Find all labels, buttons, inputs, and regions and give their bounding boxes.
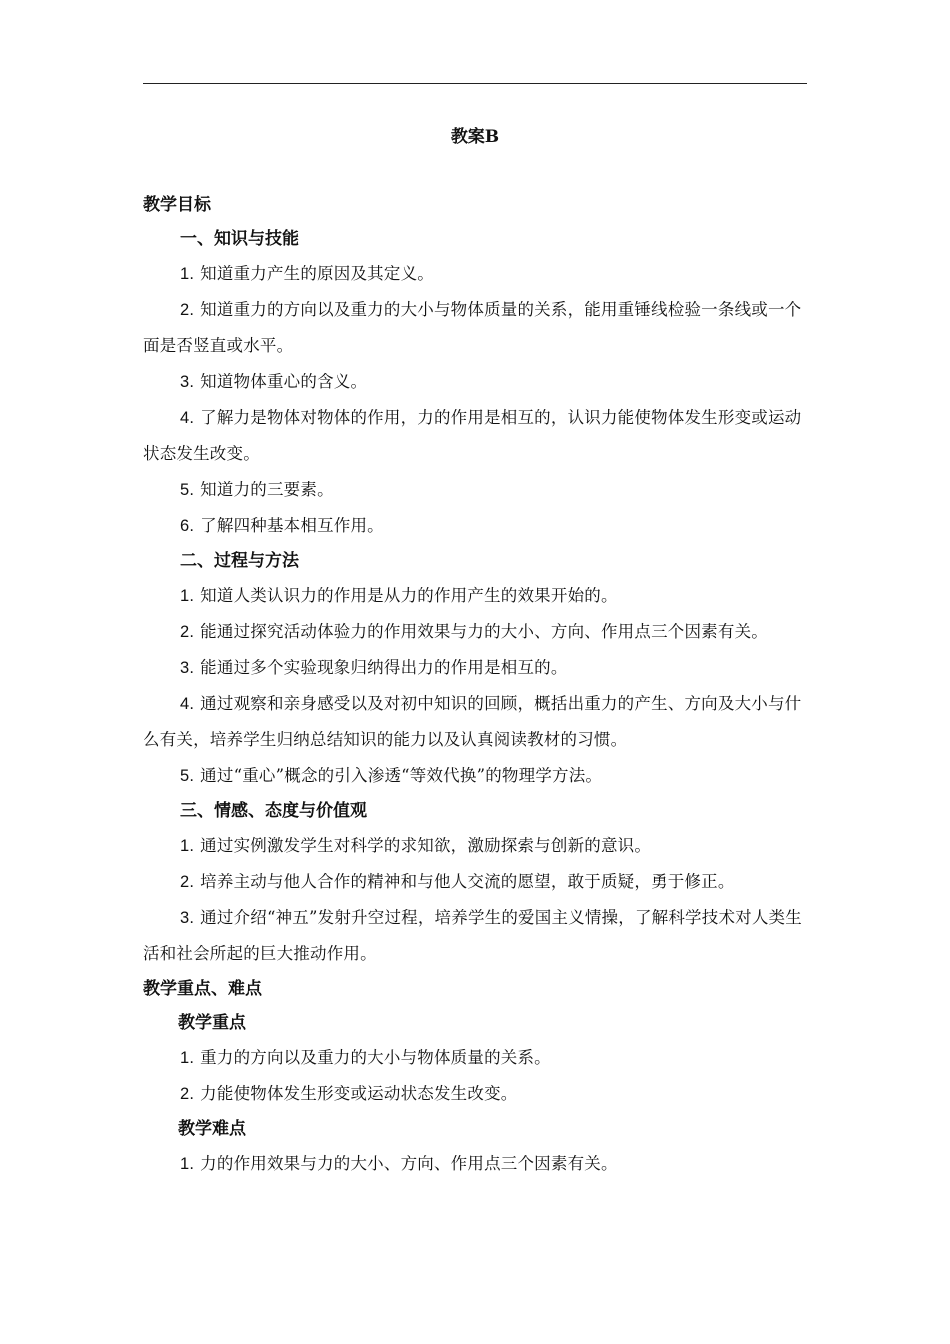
list-item: 2. 力能使物体发生形变或运动状态发生改变。 bbox=[180, 1084, 518, 1103]
list-item: 1. 通过实例激发学生对科学的求知欲，激励探索与创新的意识。 bbox=[180, 836, 652, 855]
list-item: 6. 了解四种基本相互作用。 bbox=[180, 516, 384, 535]
list-item: 1. 力的作用效果与力的大小、方向、作用点三个因素有关。 bbox=[180, 1154, 618, 1173]
list-item: 2. 能通过探究活动体验力的作用效果与力的大小、方向、作用点三个因素有关。 bbox=[180, 622, 768, 641]
header-rule bbox=[143, 83, 807, 84]
group-heading-emotion-values: 三、情感、态度与价值观 bbox=[180, 801, 367, 821]
group-heading-knowledge-skills: 一、知识与技能 bbox=[180, 229, 299, 249]
list-item: 3. 知道物体重心的含义。 bbox=[180, 372, 368, 391]
list-item: 1. 知道人类认识力的作用是从力的作用产生的效果开始的。 bbox=[180, 586, 618, 605]
list-item: 2. 知道重力的方向以及重力的大小与物体质量的关系，能用重锤线检验一条线或一个面是否竖直或水平。 bbox=[143, 300, 802, 355]
section-heading-objectives: 教学目标 bbox=[143, 195, 211, 215]
document-title: 教案B bbox=[450, 127, 500, 147]
list-item: 5. 知道力的三要素。 bbox=[180, 480, 334, 499]
list-item: 3. 能通过多个实验现象归纳得出力的作用是相互的。 bbox=[180, 658, 568, 677]
list-item: 3. 通过介绍“神五”发射升空过程，培养学生的爱国主义情操，了解科学技术对人类生活和社会所起的巨大推动作用。 bbox=[143, 908, 802, 963]
section-heading-key-points: 教学重点、难点 bbox=[143, 979, 262, 999]
list-item: 5. 通过“重心”概念的引入渗透“等效代换”的物理学方法。 bbox=[180, 766, 603, 785]
group-heading-difficulties: 教学难点 bbox=[178, 1119, 246, 1139]
group-heading-process-methods: 二、过程与方法 bbox=[180, 551, 299, 571]
list-item: 1. 重力的方向以及重力的大小与物体质量的关系。 bbox=[180, 1048, 551, 1067]
group-heading-key-focus: 教学重点 bbox=[178, 1013, 246, 1033]
list-item: 2. 培养主动与他人合作的精神和与他人交流的愿望，敢于质疑，勇于修正。 bbox=[180, 872, 735, 891]
list-item: 1. 知道重力产生的原因及其定义。 bbox=[180, 264, 434, 283]
list-item: 4. 通过观察和亲身感受以及对初中知识的回顾，概括出重力的产生、方向及大小与什么有关，培养学生归纳总结知识的能力以及认真阅读教材的习惯。 bbox=[143, 694, 802, 749]
list-item: 4. 了解力是物体对物体的作用，力的作用是相互的，认识力能使物体发生形变或运动状态发生改变。 bbox=[143, 408, 802, 463]
lesson-plan-document bbox=[143, 120, 807, 1182]
